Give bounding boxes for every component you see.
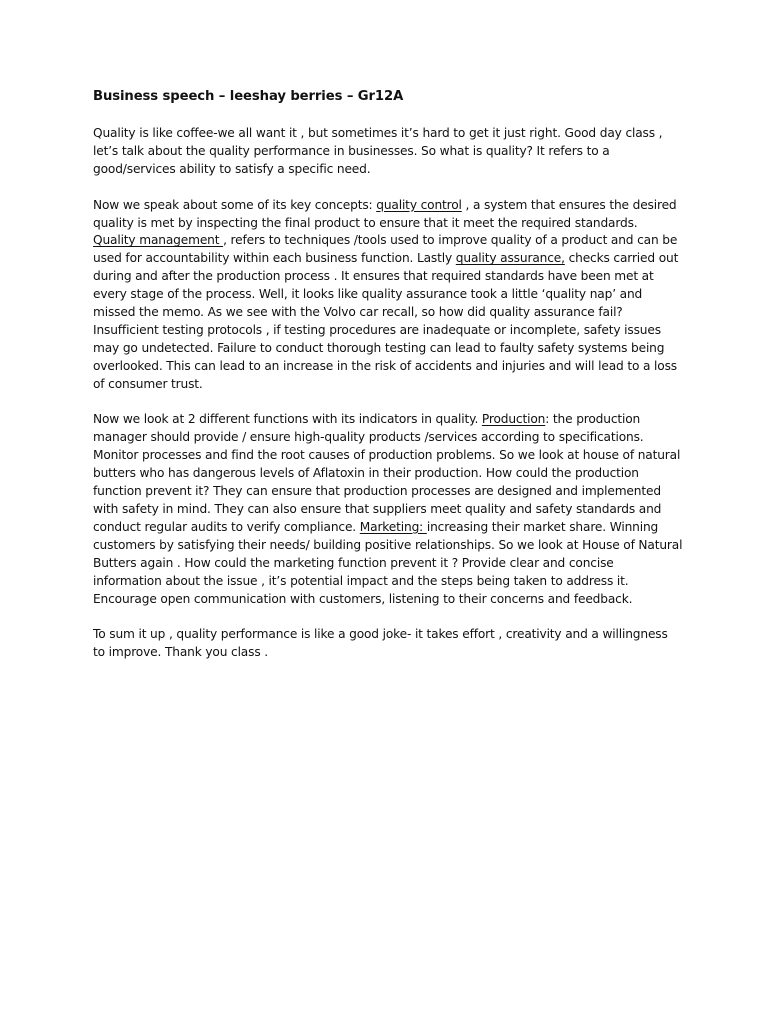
underlined-term: Production (481, 412, 546, 427)
paragraph-text: Quality is like coffee-we all want it , but sometimes it’s hard to get it just right. Good day class , let’s talk about the quality performance in businesses. So what is quality? It refers to a good/services ability to satisfy a specific need. (93, 126, 663, 176)
document-title: Business speech – leeshay berries – Gr12A (93, 89, 404, 104)
paragraph-text: checks carried out during and after the production process . It ensures that required standards have been met at every stage of the process. Well, it looks like quality assurance took a little ‘quality nap’ and missed the memo. As we see with the Volvo car recall, so how did quality assurance fail? Insufficient testing protocols , if testing procedures are inadequate or incomplete, safety issues may go undetected. Failure to conduct thorough testing can lead to faulty safety systems being overlooked. This can lead to an increase in the risk of accidents and injuries and will lead to a loss of consumer trust. (93, 251, 679, 391)
underlined-term: quality control (376, 197, 462, 212)
paragraph-text: , a system that ensures the desired quality is met by inspecting the final product to ensure that it meet the required standards. (93, 197, 677, 230)
paragraph-text: increasing their market share. Winning customers by satisfying their needs/ building positive relationships. So we look at House of Natural Butters again . How could the marketing function prevent it ? Provide clear and concise information about the issue , it’s potential impact and the steps being taken to address it. Encourage open communication with customers, listening to their concerns and feedback. (93, 519, 683, 606)
paragraph-list (93, 125, 683, 662)
body-paragraph (93, 197, 683, 394)
paragraph-text: Now we look at 2 different functions with its indicators in quality. (93, 412, 482, 427)
paragraph-text: To sum it up , quality performance is like a good joke- it takes effort , creativity and a willingness to improve. Thank you class . (93, 627, 668, 660)
paragraph-text: Now we speak about some of its key concepts: (93, 197, 377, 212)
underlined-term: Quality management (93, 233, 224, 248)
underlined-term: Marketing: (359, 519, 427, 534)
body-paragraph (93, 125, 683, 179)
document-body (93, 86, 683, 680)
underlined-term: quality assurance, (455, 251, 565, 266)
paragraph-text: , refers to techniques /tools used to improve quality of a product and can be used for accountability within each business function. Lastly (93, 233, 678, 266)
body-paragraph (93, 411, 683, 608)
body-paragraph (93, 626, 683, 662)
paragraph-text: : the production manager should provide / ensure high-quality products /services according to specifications. Monitor processes and find the root causes of production problems. So we look at house of natural butters who has dangerous levels of Aflatoxin in their production. How could the production function prevent it? They can ensure that production processes are designed and implemented with safety in mind. They can also ensure that suppliers meet quality and safety standards and conduct regular audits to verify compliance. (93, 412, 681, 534)
